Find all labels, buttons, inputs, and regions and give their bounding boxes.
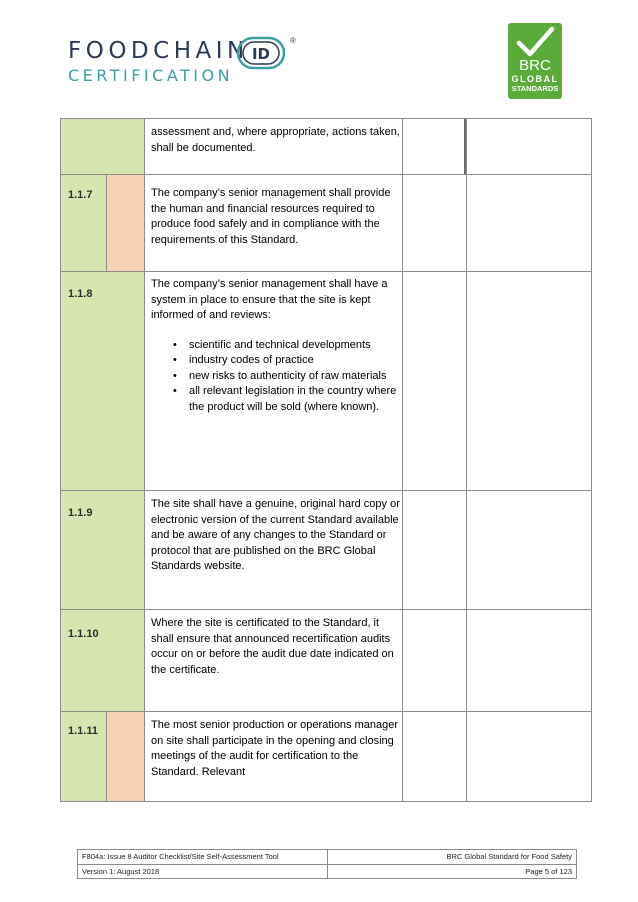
clause-number-cell xyxy=(60,175,106,271)
clause-number-cell xyxy=(60,610,106,711)
list-item: • new risks to authenticity of raw materials xyxy=(151,369,401,385)
requirement-text: The most senior production or operations manager on site shall participate in the opening and closing meetings of the audit for certification to the Standard. Relevant xyxy=(151,719,399,778)
clause-number-cell xyxy=(60,272,106,490)
clause-number: 1.1.11 xyxy=(68,725,98,737)
footer-row xyxy=(78,864,576,878)
response-cell[interactable] xyxy=(402,712,466,801)
requirement-cell xyxy=(144,491,402,609)
comments-cell[interactable] xyxy=(466,272,592,490)
comments-cell[interactable] xyxy=(466,712,592,801)
brc-global-text: GLOBAL xyxy=(511,74,559,84)
table-row xyxy=(60,175,592,272)
id-text: ID xyxy=(251,45,271,63)
table-row xyxy=(60,610,592,712)
brc-standards-text: STANDARDS xyxy=(511,84,559,93)
list-item: • scientific and technical developments xyxy=(151,338,401,354)
category-cell xyxy=(106,491,144,609)
requirement-cell xyxy=(144,610,402,711)
standard-name: BRC Global Standard for Food Safety xyxy=(327,850,577,864)
id-badge-icon xyxy=(236,36,286,70)
table-row xyxy=(60,712,592,802)
requirement-cell xyxy=(144,272,402,490)
comments-cell[interactable] xyxy=(466,119,592,174)
document-title: F804a: Issue 8 Auditor Checklist/Site Self-Assessment Tool xyxy=(82,852,279,861)
clause-number: 1.1.10 xyxy=(68,628,99,640)
response-cell[interactable] xyxy=(402,175,466,271)
category-cell xyxy=(106,610,144,711)
version-label: Version 1: August 2018 xyxy=(82,867,160,876)
page-number: Page 5 of 123 xyxy=(327,865,577,878)
requirement-text: The company’s senior management shall provide the human and financial resources required to produce food safely and in compliance with the requirements of this Standard. xyxy=(151,187,391,246)
category-cell xyxy=(106,272,144,490)
table-row xyxy=(60,272,592,491)
clause-number-cell xyxy=(60,491,106,609)
category-cell xyxy=(106,119,144,174)
bullet-list xyxy=(151,338,401,416)
requirement-cell xyxy=(144,175,402,271)
requirement-text: The site shall have a genuine, original hard copy or electronic version of the current Standard available and be aware of any changes to the Standard or protocol that are published on the BRC Global Standards website. xyxy=(151,498,400,572)
list-item: • industry codes of practice xyxy=(151,353,401,369)
comments-cell[interactable] xyxy=(466,610,592,711)
clause-number: 1.1.9 xyxy=(68,507,93,519)
requirement-cell xyxy=(144,119,402,174)
clause-number: 1.1.8 xyxy=(68,288,93,300)
brc-text: BRC xyxy=(519,57,551,74)
certification-wordmark: CERTIFICATION xyxy=(68,66,234,85)
document-footer xyxy=(77,849,577,879)
table-row xyxy=(60,118,592,175)
response-cell[interactable] xyxy=(402,491,466,609)
list-item: • all relevant legislation in the country where the product will be sold (where known). xyxy=(151,384,401,415)
requirement-text: assessment and, where appropriate, actions taken, shall be documented. xyxy=(151,126,400,154)
response-cell[interactable] xyxy=(402,610,466,711)
response-cell[interactable] xyxy=(402,272,466,490)
requirement-cell xyxy=(144,712,402,801)
category-cell xyxy=(106,712,144,801)
category-cell xyxy=(106,175,144,271)
requirement-intro: The company’s senior management shall have a system in place to ensure that the site is kept informed of and reviews: xyxy=(151,278,388,321)
brc-global-standards-logo xyxy=(508,23,562,99)
registered-mark: ® xyxy=(290,36,296,45)
checkmark-icon xyxy=(515,25,555,59)
clause-number-cell xyxy=(60,712,106,801)
comments-cell[interactable] xyxy=(466,491,592,609)
foodchain-id-logo xyxy=(68,38,298,88)
clause-number: 1.1.7 xyxy=(68,189,93,201)
table-row xyxy=(60,491,592,610)
clause-number-cell xyxy=(60,119,106,174)
footer-row xyxy=(78,850,576,864)
response-cell[interactable] xyxy=(402,119,466,174)
comments-cell[interactable] xyxy=(466,175,592,271)
requirement-text xyxy=(151,277,401,415)
requirement-text: Where the site is certificated to the Standard, it shall ensure that announced recertification audits occur on or before the audit due date indicated on the certificate. xyxy=(151,617,394,676)
foodchain-wordmark: FOODCHAIN xyxy=(68,38,249,64)
